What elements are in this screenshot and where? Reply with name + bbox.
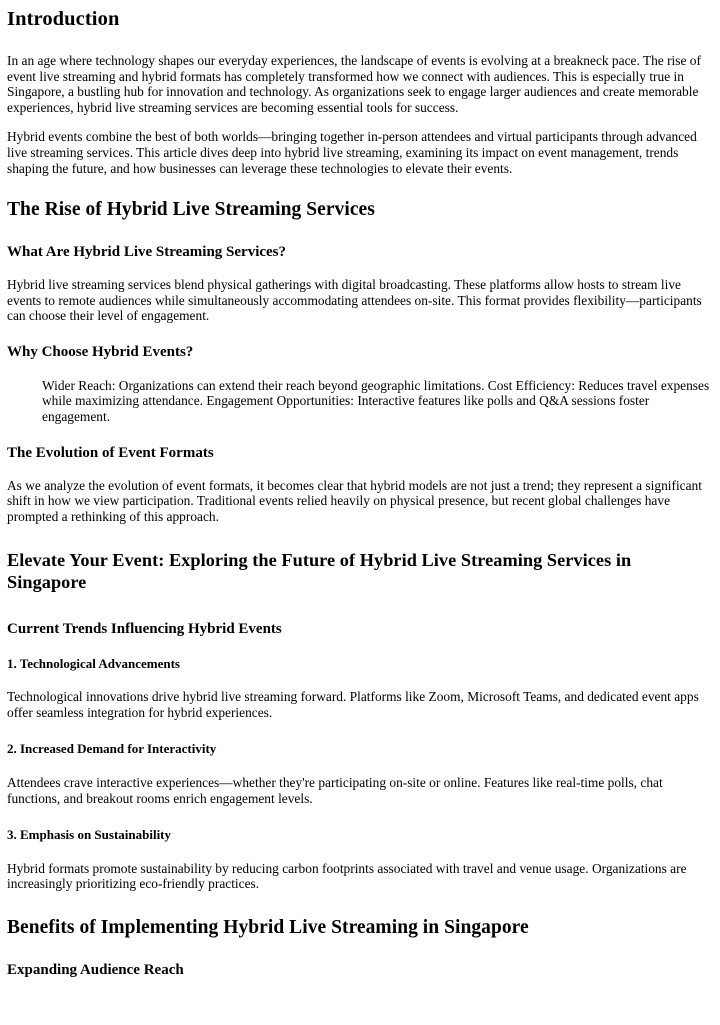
- section-heading-introduction: Introduction: [7, 8, 120, 30]
- spacer: [7, 425, 712, 444]
- section-heading-benefits-implementing: Benefits of Implementing Hybrid Live Streaming in Singapore: [7, 916, 529, 938]
- spacer: [7, 939, 712, 961]
- item-heading-technological-advancements: 1. Technological Advancements: [7, 655, 180, 671]
- paragraph-evolution-of-formats: As we analyze the evolution of event formats, it becomes clear that hybrid models are not just a trend; they represent a significant shift in how we view participation. Traditional events relied heavily on physical presence, but recent global challenges have prompted a rethinking of this approach.: [7, 477, 702, 524]
- paragraph-introduction-2: Hybrid events combine the best of both worlds—bringing together in-person attendees and virtual participants through advanced live streaming services. This article dives deep into hybrid live streaming, examining its impact on event management, trends shaping the future, and how businesses can leverage these technologies to elevate their events.: [7, 129, 697, 176]
- spacer: [7, 462, 712, 478]
- item-heading-increased-demand-interactivity: 2. Increased Demand for Interactivity: [7, 741, 217, 757]
- spacer: [7, 524, 712, 550]
- paragraph-emphasis-sustainability: Hybrid formats promote sustainability by reducing carbon footprints associated with travel and venue usage. Organizations are increasingly prioritizing eco-friendly practices.: [7, 860, 687, 892]
- paragraph-technological-advancements: Technological innovations drive hybrid live streaming forward. Platforms like Zoom, Microsoft Teams, and dedicated event apps offer seamless integration for hybrid experiences.: [7, 689, 699, 720]
- spacer: [7, 324, 712, 343]
- spacer: [7, 720, 712, 741]
- paragraph-increased-demand-interactivity: Attendees crave interactive experiences—whether they're participating on-site or online. Features like real-time polls, chat functions, and breakout rooms enrich engagement levels.: [7, 774, 663, 806]
- blockquote-why-choose-hybrid-benefits: Wider Reach: Organizations can extend their reach beyond geographic limitations. Cost Efficiency: Reduces travel expenses while maximizing attendance. Engagement Opportunities: Interactive features like polls and Q&A sessions foster engagement.: [42, 377, 710, 425]
- subsection-heading-what-are-hybrid: What Are Hybrid Live Streaming Services?: [7, 244, 287, 261]
- section-heading-rise-of-hybrid: The Rise of Hybrid Live Streaming Services: [7, 199, 375, 221]
- spacer: [7, 261, 712, 277]
- section-heading-elevate-your-event: Elevate Your Event: Exploring the Future of Hybrid Live Streaming Services in Singapore: [7, 550, 632, 593]
- spacer: [7, 892, 712, 916]
- item-heading-emphasis-sustainability: 3. Emphasis on Sustainability: [7, 827, 172, 843]
- spacer: [7, 115, 712, 129]
- paragraph-introduction-1: In an age where technology shapes our everyday experiences, the landscape of events is evolving at a breakneck pace. The rise of event live streaming and hybrid formats has completely transformed how we connect with audiences. This is especially true in Singapore, a bustling hub for innovation and technology. As organizations seek to engage larger audiences and create memorable experiences, hybrid live streaming services are becoming essential tools for success.: [7, 52, 701, 115]
- spacer: [7, 806, 712, 827]
- subsection-heading-evolution-of-formats: The Evolution of Event Formats: [7, 444, 214, 461]
- spacer: [7, 361, 712, 378]
- spacer: [7, 31, 712, 53]
- spacer: [7, 638, 712, 656]
- spacer: [7, 176, 712, 198]
- subsection-heading-why-choose-hybrid: Why Choose Hybrid Events?: [7, 343, 194, 360]
- subsection-heading-current-trends: Current Trends Influencing Hybrid Events: [7, 620, 282, 637]
- spacer: [7, 594, 712, 620]
- spacer: [7, 843, 712, 861]
- spacer: [7, 221, 712, 243]
- spacer: [7, 757, 712, 775]
- spacer: [7, 671, 712, 689]
- subsection-heading-expanding-audience-reach: Expanding Audience Reach: [7, 961, 184, 978]
- paragraph-what-are-hybrid: Hybrid live streaming services blend physical gatherings with digital broadcasting. These platforms allow hosts to stream live events to remote audiences while simultaneously accommodating attendees on-site. This format provides flexibility—participants can choose their level of engagement.: [7, 277, 702, 324]
- article-page: [0, 8, 720, 979]
